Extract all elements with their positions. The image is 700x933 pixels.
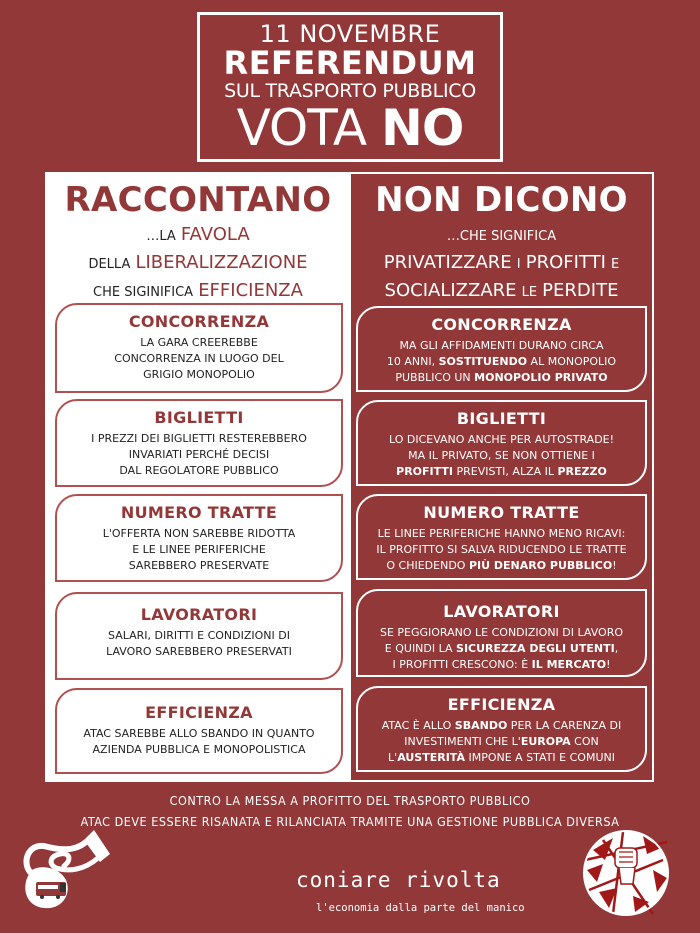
left-card-efficienza (55, 688, 343, 774)
emphasis: PROFITTI (396, 465, 453, 478)
card-title: NUMERO TRATTE (423, 503, 580, 522)
text: ATAC È ALLO (381, 719, 455, 732)
brand-tagline: l'economia dalla parte del manico (316, 902, 525, 914)
left-line-3-big: EFFICIENZA (198, 280, 303, 301)
right-card-lavoratori (356, 589, 647, 677)
left-line-2-big: LIBERALIZZAZIONE (135, 252, 308, 273)
card-line: L'OFFERTA NON SAREBBE RIDOTTA (102, 527, 296, 540)
card-title: EFFICIENZA (145, 703, 253, 722)
left-line-2-small: DELLA (88, 257, 131, 272)
card-title: EFFICIENZA (447, 695, 556, 714)
card-line: MA GLI AFFIDAMENTI DURANO CIRCA (399, 339, 604, 352)
card-line (358, 641, 645, 657)
card-line: E LE LINEE PERIFERICHE (132, 543, 266, 556)
left-card-concorrenza (55, 303, 343, 393)
card-line (358, 718, 645, 734)
card-body (358, 338, 645, 386)
vote-prefix: VOTA (236, 99, 367, 157)
card-line: MA IL PRIVATO, SE NON OTTIENE I (408, 449, 595, 462)
card-line: DAL REGOLATORE PUBBLICO (119, 464, 279, 477)
brand-name: coniare rivolta (296, 868, 501, 892)
emphasis: PREZZO (557, 465, 607, 478)
left-card-numero-tratte (55, 494, 343, 582)
emphasis: PIÙ DENARO PUBBLICO (468, 559, 613, 572)
right-line-3 (351, 278, 652, 306)
left-line-3-small: CHE SIGINIFICA (93, 285, 194, 300)
emphasis: SBANDO (454, 719, 508, 732)
card-title: LAVORATORI (443, 602, 560, 621)
emphasis: EUROPA (520, 735, 571, 748)
card-line: IL PROFITTO SI SALVA RIDUCENDO LE TRATTE (376, 543, 627, 556)
right-line-2-small1: I (516, 257, 521, 272)
card-line: LE LINEE PERIFERICHE HANNO MENO RICAVI: (377, 527, 626, 540)
vote-answer: NO (381, 99, 464, 157)
referendum-date: 11 NOVEMBRE (259, 20, 441, 48)
text: INVESTIMENTI CHE L' (404, 735, 521, 748)
card-line: SALARI, DIRITTI E CONDIZIONI DI (108, 629, 290, 642)
right-card-concorrenza (356, 306, 647, 392)
card-line: LAVORO SAREBBERO PRESERVATI (106, 645, 292, 658)
left-column-title: RACCONTANO (64, 180, 332, 220)
card-title: BIGLIETTI (456, 409, 547, 428)
text: I PROFITTI CRESCONO: È (392, 658, 532, 671)
vote-call (200, 99, 500, 157)
emphasis: IL MERCATO (531, 658, 607, 671)
text: E QUINDI LA (384, 642, 457, 655)
text: AL MONOPOLIO (527, 355, 617, 368)
card-line (358, 750, 645, 766)
footer-slogan-1: CONTRO LA MESSA A PROFITTO DEL TRASPORTO PUBBLICO (169, 793, 531, 808)
right-line-1-small: …CHE SIGNIFICA (446, 229, 557, 244)
title-box (197, 12, 503, 162)
right-line-3-big2: PERDITE (542, 280, 619, 301)
emphasis: MONOPOLIO PRIVATO (474, 371, 608, 384)
right-line-2 (351, 250, 652, 278)
card-line: I PREZZI DEI BIGLIETTI RESTEREBBERO (91, 432, 307, 445)
card-body (358, 526, 645, 574)
right-card-efficienza (356, 686, 647, 772)
text: , (614, 642, 619, 655)
right-line-3-big1: SOCIALIZZARE (384, 280, 517, 301)
left-line-2 (47, 250, 349, 278)
text: PER LA CARENZA DI (507, 719, 622, 732)
right-line-3-small1: LE (521, 285, 538, 300)
emphasis: SOSTITUENDO (438, 355, 528, 368)
card-body (57, 628, 341, 660)
card-line: SE PEGGIORANO LE CONDIZIONI DI LAVORO (379, 626, 624, 639)
card-title: NUMERO TRATTE (120, 503, 278, 522)
right-column-header (351, 174, 652, 306)
left-line-1-small: …LA (146, 229, 176, 244)
hand-with-bus-icon (14, 822, 114, 912)
card-title: LAVORATORI (140, 605, 258, 624)
text: IMPONE A STATI E COMUNI (464, 751, 615, 764)
card-body (358, 718, 645, 766)
text: L' (388, 751, 398, 764)
card-body (358, 625, 645, 673)
footer-slogan-2: ATAC DEVE ESSERE RISANATA E RILANCIATA TRAMITE UNA GESTIONE PUBBLICA DIVERSA (80, 814, 620, 829)
text: ! (606, 658, 611, 671)
card-line: GRIGIO MONOPOLIO (143, 368, 255, 381)
left-column-header (47, 174, 349, 306)
card-title: BIGLIETTI (154, 408, 244, 427)
right-line-1 (351, 222, 652, 250)
referendum-heading: REFERENDUM (223, 44, 477, 82)
text: PUBBLICO UN (395, 371, 475, 384)
card-line: INVARIATI PERCHÉ DECISI (128, 448, 270, 461)
left-line-1-big: FAVOLA (180, 224, 250, 245)
card-line (358, 370, 645, 386)
card-line (358, 657, 645, 673)
card-title: CONCORRENZA (431, 315, 572, 334)
card-line (358, 354, 645, 370)
card-body (57, 526, 341, 574)
right-card-numero-tratte (356, 494, 647, 580)
card-body (57, 726, 341, 758)
card-line: LA GARA CREEREBBE (140, 336, 258, 349)
right-line-2-small2: E (611, 257, 620, 272)
emphasis: AUSTERITÀ (397, 751, 465, 764)
card-body (57, 431, 341, 479)
card-line (358, 558, 645, 574)
card-line: SAREBBERO PRESERVATE (128, 559, 270, 572)
right-card-biglietti (356, 400, 647, 486)
card-line (358, 734, 645, 750)
left-card-biglietti (55, 399, 343, 487)
left-line-3 (47, 278, 349, 306)
left-card-lavoratori (55, 592, 343, 680)
card-title: CONCORRENZA (128, 312, 270, 331)
text: PREVISTI, ALZA IL (452, 465, 558, 478)
card-line (358, 464, 645, 480)
text: CON (570, 735, 599, 748)
card-body (358, 432, 645, 480)
text: ! (612, 559, 617, 572)
text: O CHIEDENDO (386, 559, 469, 572)
right-line-2-big2: PROFITTI (525, 252, 606, 273)
left-line-1 (47, 222, 349, 250)
right-column-title: NON DICONO (375, 180, 628, 220)
right-line-2-big1: PRIVATIZZARE (383, 252, 512, 273)
card-line: AZIENDA PUBBLICA E MONOPOLISTICA (92, 743, 306, 756)
referendum-subtitle: SUL TRASPORTO PUBBLICO (224, 80, 476, 102)
card-line: LO DICEVANO ANCHE PER AUTOSTRADE! (388, 433, 615, 446)
fist-logo-icon (583, 830, 669, 916)
card-body (57, 335, 341, 383)
card-line: CONCORRENZA IN LUOGO DEL (114, 352, 284, 365)
card-line: ATAC SAREBBE ALLO SBANDO IN QUANTO (83, 727, 315, 740)
text: 10 ANNI, (386, 355, 439, 368)
emphasis: SICUREZZA DEGLI UTENTI (456, 642, 615, 655)
